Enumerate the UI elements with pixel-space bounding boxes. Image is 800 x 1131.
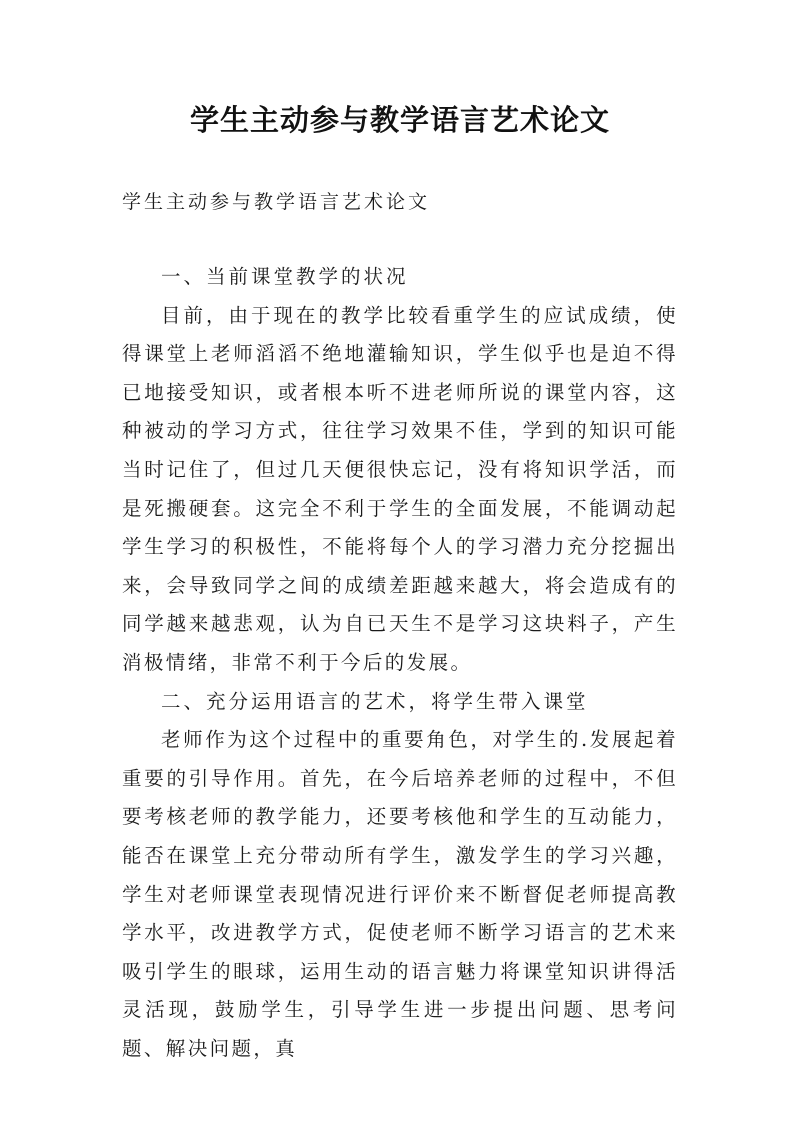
document-body xyxy=(122,258,678,1068)
document-title: 学生主动参与教学语言艺术论文 xyxy=(189,103,610,137)
document-subtitle: 学生主动参与教学语言艺术论文 xyxy=(122,191,431,213)
section-paragraph-1: 目前，由于现在的教学比较看重学生的应试成绩，使得课堂上老师滔滔不绝地灌输知识，学生似乎也是迫不得已地接受知识，或者根本听不进老师所说的课堂内容，这种被动的学习方式，往往学习效果不佳，学到的知识可能当时记住了，但过几天便很快忘记，没有将知识学活，而是死搬硬套。这完全不利于学生的全面发展，不能调动起学生学习的积极性，不能将每个人的学习潜力充分挖掘出来，会导致同学之间的成绩差距越来越大，将会造成有的同学越来越悲观，认为自已天生不是学习这块料子，产生消极情绪，非常不利于今后的发展。 xyxy=(122,303,678,674)
section-heading-1: 一、当前课堂教学的状况 xyxy=(161,265,409,288)
section-paragraph-2: 老师作为这个过程中的重要角色，对学生的.发展起着重要的引导作用。首先，在今后培养老师的过程中，不但要考核老师的教学能力，还要考核他和学生的互动能力，能否在课堂上充分带动所有学生，激发学生的学习兴趣，学生对老师课堂表现情况进行评价来不断督促老师提高教学水平，改进教学方式，促使老师不断学习语言的艺术来吸引学生的眼球，运用生动的语言魅力将课堂知识讲得活灵活现，鼓励学生，引导学生进一步提出问题、思考问题、解决问题，真 xyxy=(122,728,678,1060)
section-heading-2: 二、充分运用语言的艺术，将学生带入课堂 xyxy=(161,689,589,713)
